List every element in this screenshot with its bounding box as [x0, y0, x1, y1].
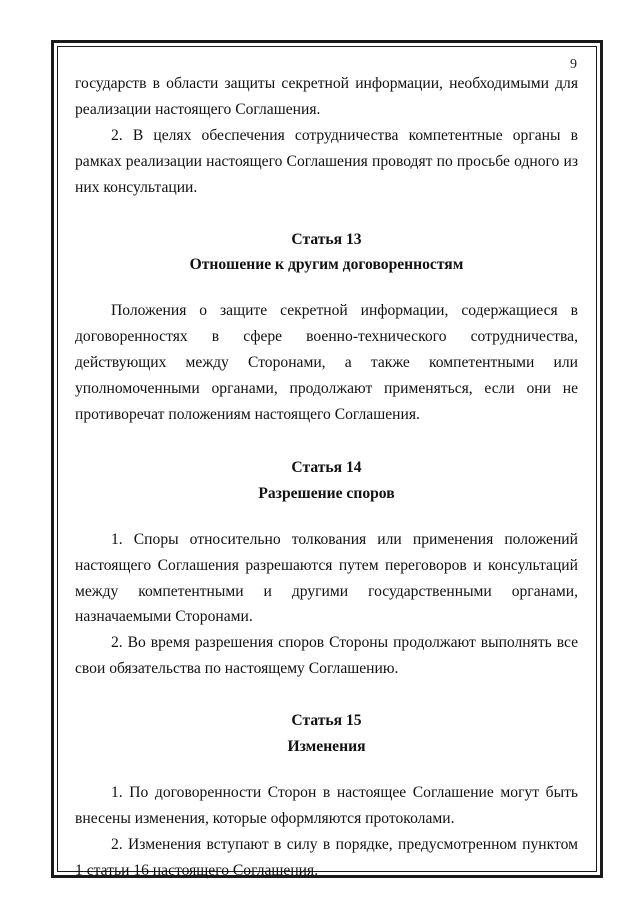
paragraph: 2. Изменения вступают в силу в порядке, предусмотренном пунктом 1 статьи 16 настоящего Соглашения.: [75, 835, 578, 879]
spacer: [75, 760, 578, 780]
article-number: Статья 14: [291, 458, 362, 476]
article-title: Разрешение споров: [258, 484, 395, 502]
article-title: Отношение к другим договоренностям: [189, 256, 464, 274]
spacer: [75, 428, 578, 455]
paragraph: 2. В целях обеспечения сотрудничества компетентные органы в рамках реализации настоящего Соглашения проводят по просьбе одного из них консультации.: [75, 126, 578, 196]
paragraph: 1. Споры относительно толкования или применения положений настоящего Соглашения разрешаются путем переговоров и консультаций между компетентными и другими государственными органами, назначаемыми Сторонами.: [75, 530, 578, 626]
paragraph: 2. Во время разрешения споров Стороны продолжают выполнять все свои обязательства по настоящему Соглашению.: [75, 634, 578, 678]
spacer: [75, 201, 578, 227]
paragraph: 1. По договоренности Сторон в настоящее Соглашение могут быть внесены изменения, которые оформляются протоколами.: [75, 783, 578, 827]
article-title: Изменения: [287, 738, 366, 756]
paragraph: государств в области защиты секретной информации, необходимыми для реализации настоящего Соглашения.: [75, 75, 578, 118]
paragraph: Положения о защите секретной информации, содержащиеся в договоренностях в сфере военно-технического сотрудничества, действующих между Сторонами, а также компетентными или уполномоченными органами, продолжают применяться, если они не противоречат положениям настоящего Соглашения.: [75, 302, 578, 423]
document-body: [75, 71, 578, 884]
spacer: [75, 278, 578, 298]
page-number: 9: [570, 57, 577, 72]
article-number: Статья 13: [291, 230, 362, 248]
article-number: Статья 15: [291, 712, 362, 730]
spacer: [75, 507, 578, 527]
spacer: [75, 682, 578, 708]
